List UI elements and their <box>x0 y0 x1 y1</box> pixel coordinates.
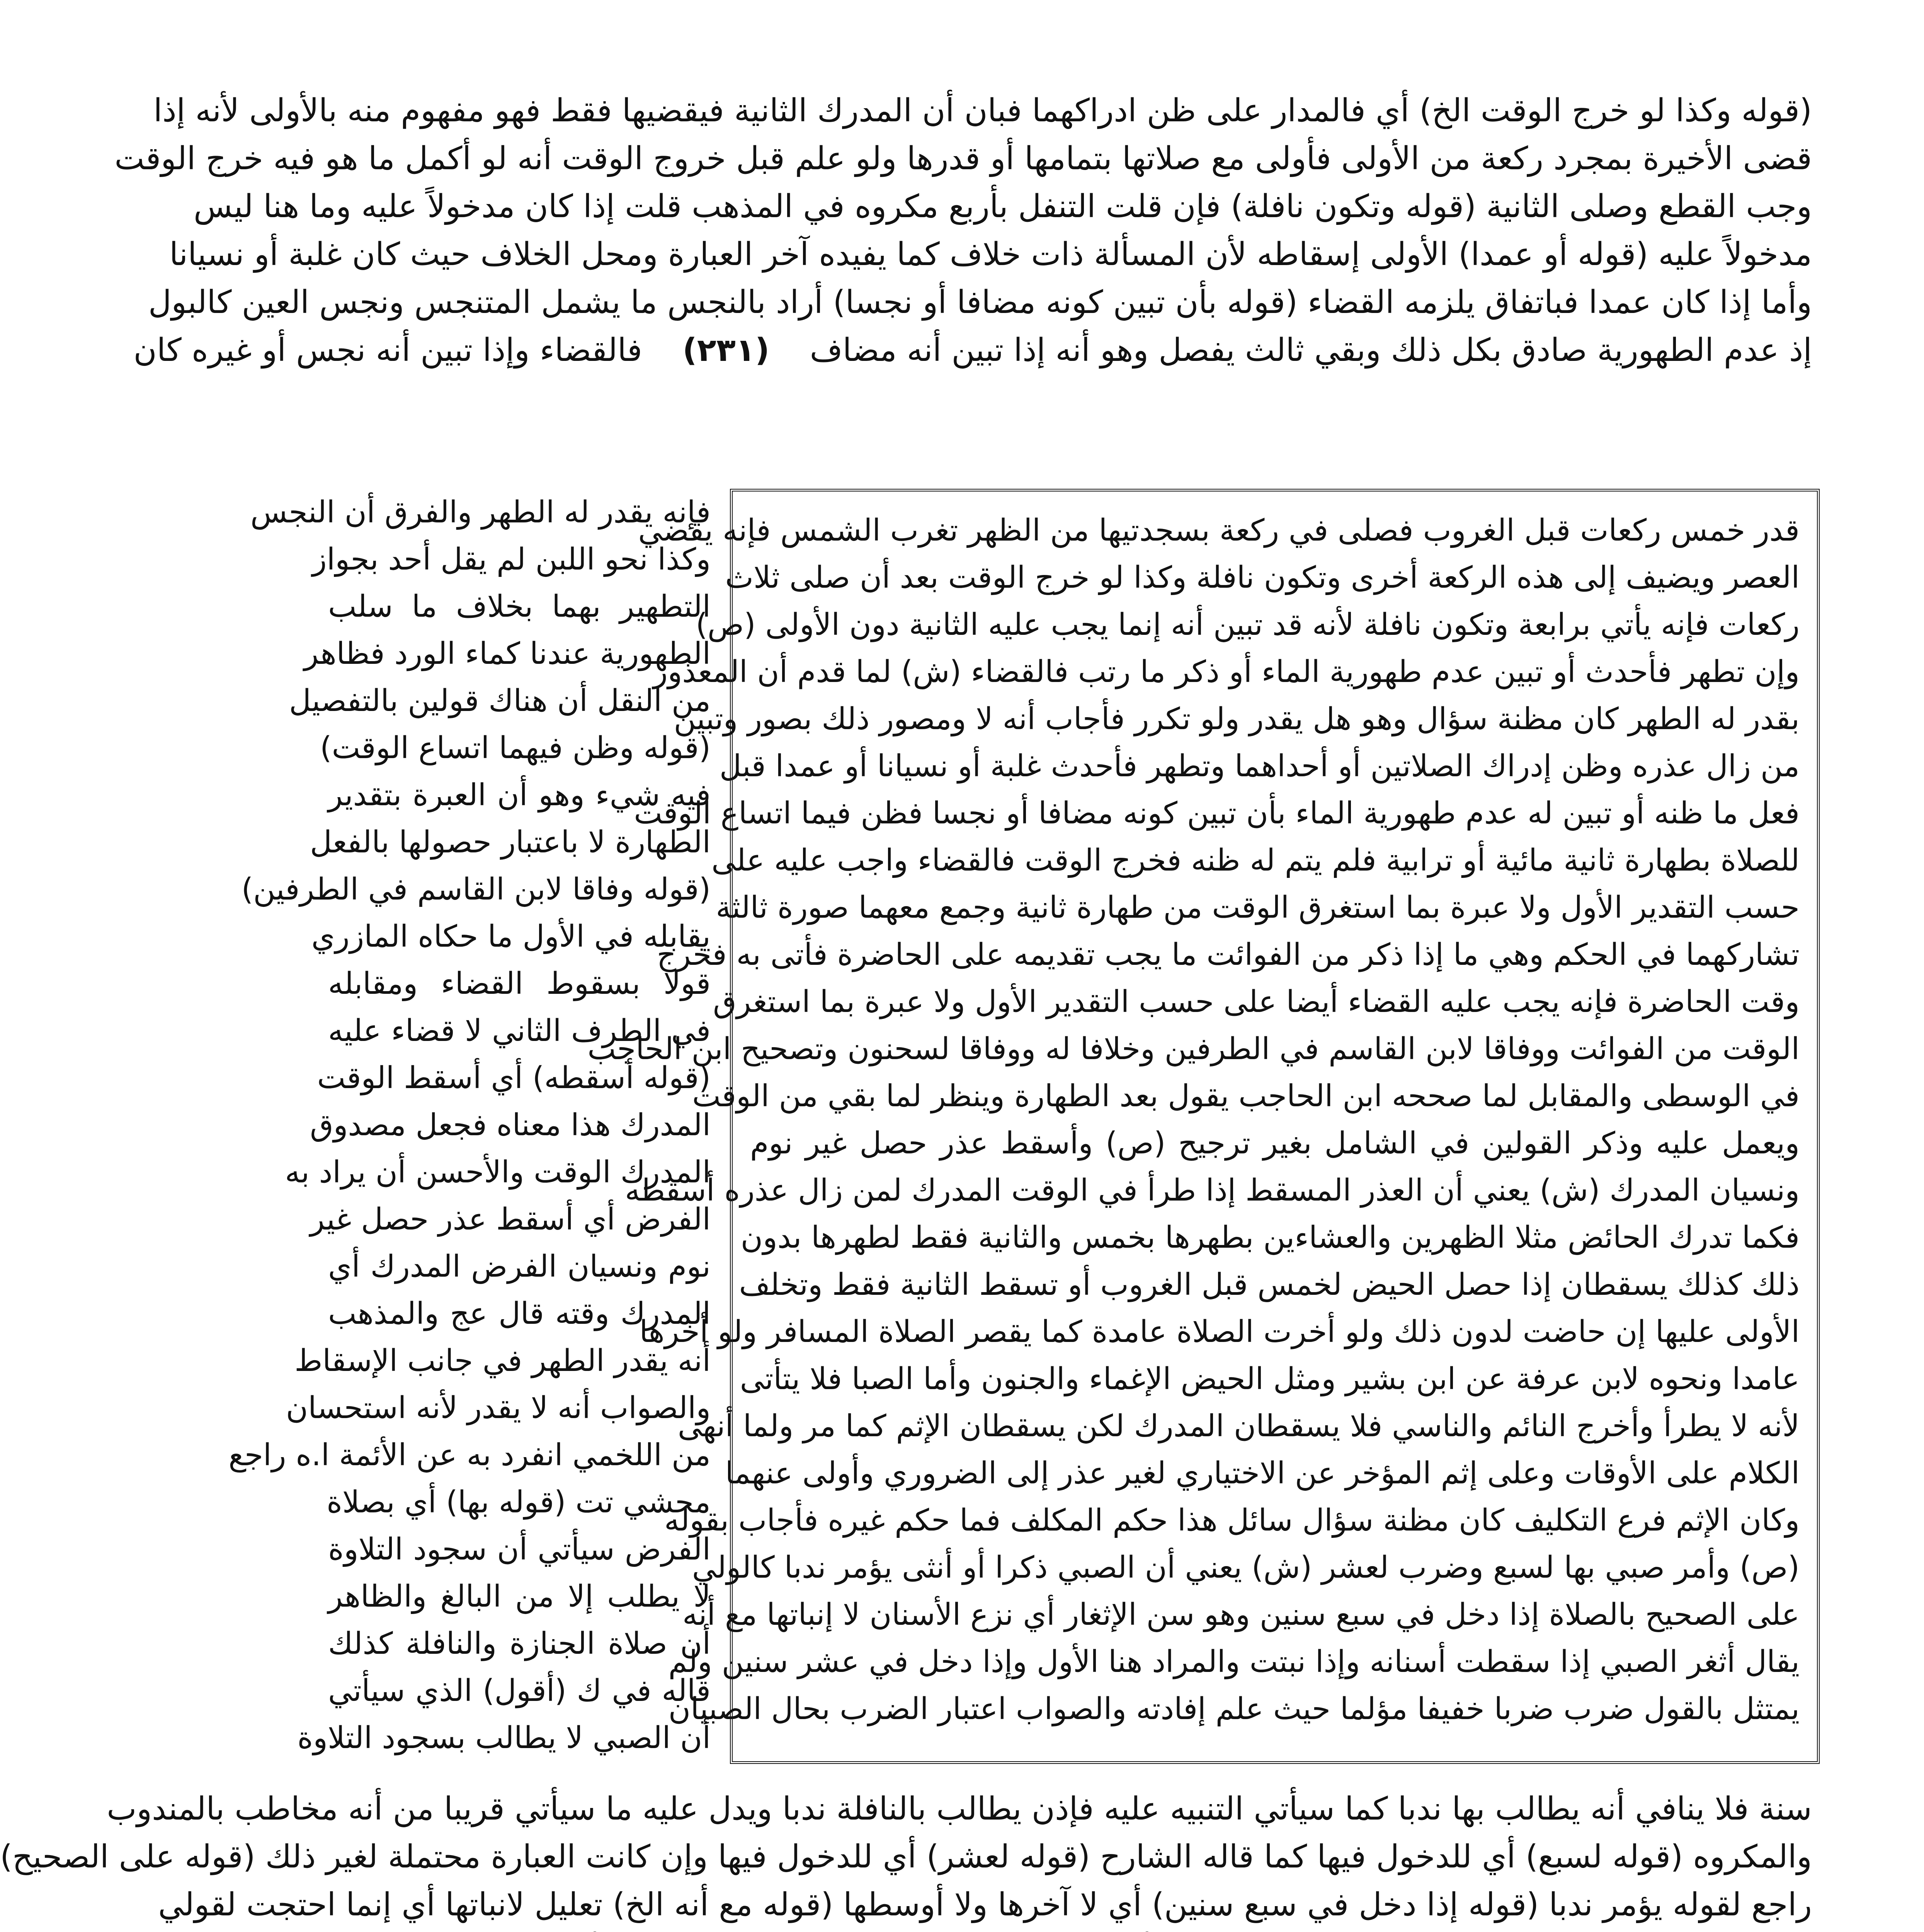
main-text-line: ونسيان المدرك (ش) يعني أن العذر المسقط إذا طرأ في الوقت المدرك لمن زال عذره أسقطه <box>625 1173 1800 1208</box>
side-commentary-line: لا يطلب إلا من البالغ والظاهر <box>328 1579 711 1614</box>
main-text-line: على الصحيح بالصلاة إذا دخل في سبع سنين وهو سن الإثغار أي نزع الأسنان لا إنباتها مع أنه <box>682 1597 1800 1632</box>
side-commentary-line: المدرك هذا معناه فجعل مصدوق <box>310 1108 711 1143</box>
side-commentary-line: يقابله في الأول ما حكاه المازري <box>311 919 711 954</box>
side-commentary <box>228 489 711 1762</box>
side-commentary-line: المدرك الوقت والأحسن أن يراد به <box>285 1155 711 1190</box>
bottom-commentary <box>0 1785 1812 1932</box>
main-text-line: يقال أثغر الصبي إذا سقطت أسنانه وإذا نبتت والمراد هنا الأول وإذا دخل في عشر سنين ولم <box>668 1645 1800 1679</box>
main-text-line: ويعمل عليه وذكر القولين في الشامل بغير ترجيح (ص) وأسقط عذر حصل غير نوم <box>750 1126 1800 1161</box>
commentary-line: وأما إذا كان عمدا فباتفاق يلزمه القضاء (قوله بأن تبين كونه مضافا أو نجسا) أراد بالنجس ما يشمل المتنجس ونجس العين كالبول <box>148 284 1812 321</box>
main-text-line: للصلاة بطهارة ثانية مائية أو ترابية فلم يتم له ظنه فخرج الوقت فالقضاء واجب عليه على <box>711 843 1800 878</box>
main-text-line: (ص) وأمر صبي بها لسبع وضرب لعشر (ش) يعني أن الصبي ذكرا أو أنثى يؤمر ندبا كالولي <box>692 1550 1800 1585</box>
top-commentary <box>114 87 1812 374</box>
main-text-line: بقدر له الطهر كان مظنة سؤال وهو هل يقدر ولو تكرر فأجاب أنه لا ومصور ذلك بصور وتبين <box>674 702 1800 736</box>
commentary-line: مدخولاً عليه (قوله أو عمدا) الأولى إسقاطه لأن المسألة ذات خلاف كما يفيده آخر العبارة ومحل الخلاف حيث كان غلبة أو نسيانا <box>169 236 1812 273</box>
side-commentary-line: الطهورية عندنا كماء الورد فظاهر <box>304 636 711 671</box>
side-commentary-line: والصواب أنه لا يقدر لأنه استحسان <box>286 1391 711 1425</box>
commentary-line-start: إذ عدم الطهورية صادق بكل ذلك وبقي ثالث يفصل وهو أنه إذا تبين أنه مضاف <box>810 332 1812 369</box>
main-text-line: من زال عذره وظن إدراك الصلاتين أو أحداهما وتطهر فأحدث غلبة أو نسيانا أو عمدا قبل <box>719 749 1800 784</box>
side-commentary-line: الفرض سيأتي أن سجود التلاوة <box>328 1532 711 1567</box>
main-text-line: وإن تطهر فأحدث أو تبين عدم طهورية الماء أو ذكر ما رتب فالقضاء (ش) لما قدم أن المعذور <box>653 655 1800 689</box>
main-text-line: وكان الإثم فرع التكليف كان مظنة سؤال سائل هذا حكم المكلف فما حكم غيره فأجاب بقوله <box>664 1503 1800 1538</box>
commentary-line: قضى الأخيرة بمجرد ركعة من الأولى فأولى مع صلاتها بتمامها أو قدرها ولو علم قبل خروج الوقت أنه لو أكمل ما هو فيه خرج الوقت <box>114 140 1812 177</box>
commentary-line: سنة فلا ينافي أنه يطالب بها ندبا كما سيأتي التنبيه عليه فإذن يطالب بالنافلة ندبا ويدل عليه ما سيأتي قريبا من أنه مخاطب بالمندوب <box>107 1791 1812 1827</box>
side-commentary-line: نوم ونسيان الفرض المدرك أي <box>328 1249 711 1284</box>
side-commentary-line: أن صلاة الجنازة والنافلة كذلك <box>328 1626 711 1661</box>
side-commentary-line: (قوله وفاقا لابن القاسم في الطرفين) <box>241 872 711 907</box>
side-commentary-line: قاله في ك (أقول) الذي سيأتي <box>328 1673 711 1708</box>
main-text-line: فعل ما ظنه أو تبين له عدم طهورية الماء بأن تبين كونه مضافا أو نجسا فظن فيما اتساع الوقت <box>634 796 1800 831</box>
commentary-line: والمكروه (قوله لسبع) أي للدخول فيها كما قاله الشارح (قوله لعشر) أي للدخول فيها وإن كانت العبارة محتملة لغير ذلك (قوله على الصحيح) <box>0 1838 1812 1875</box>
commentary-line: وجب القطع وصلى الثانية (قوله وتكون نافلة) فإن قلت التنفل بأربع مكروه في المذهب قلت إذا كان مدخولاً عليه وما هنا ليس <box>194 188 1812 225</box>
side-commentary-line: وكذا نحو اللبن لم يقل أحد بجواز <box>312 542 711 577</box>
side-commentary-line: من اللخمي انفرد به عن الأئمة ا.ه راجع <box>228 1438 711 1473</box>
side-commentary-line: فإنه يقدر له الطهر والفرق أن النجس <box>250 495 711 530</box>
main-text-line: العصر ويضيف إلى هذه الركعة أخرى وتكون نافلة وكذا لو خرج الوقت بعد أن صلى ثلاث <box>725 560 1800 595</box>
main-text-line: ركعات فإنه يأتي برابعة وتكون نافلة لأنه قد تبين أنه إنما يجب عليه الثانية دون الأولى (ص) <box>696 607 1800 642</box>
side-commentary-line: الفرض أي أسقط عذر حصل غير <box>310 1202 711 1237</box>
commentary-line: (قوله وكذا لو خرج الوقت الخ) أي فالمدار على ظن ادراكهما فبان أن المدرك الثانية فيقضيها فقط فهو مفهوم منه بالأولى لأنه إذا <box>153 92 1812 129</box>
main-text-line: لأنه لا يطرأ وأخرج النائم والناسي فلا يسقطان المدرك لكن يسقطان الإثم كما مر ولما أنهى <box>677 1409 1800 1444</box>
side-commentary-line: المدرك وقته قال عج والمذهب <box>328 1296 711 1331</box>
main-text-frame <box>587 489 1820 1764</box>
main-text-line: الكلام على الأوقات وعلى إثم المؤخر عن الاختياري لغير عذر إلى الضروري وأولى عنهما <box>725 1456 1800 1491</box>
main-text-line: ذلك كذلك يسقطان إذا حصل الحيض لخمس قبل الغروب أو تسقط الثانية فقط وتخلف <box>739 1267 1800 1302</box>
commentary-line-last <box>133 327 1812 374</box>
main-text-line: قدر خمس ركعات قبل الغروب فصلى في ركعة بسجدتيها من الظهر تغرب الشمس فإنه يقضي <box>638 513 1800 548</box>
main-text-line: في الوسطى والمقابل لما صححه ابن الحاجب يقول بعد الطهارة وينظر لما بقي من الوقت <box>692 1079 1800 1114</box>
commentary-line-tail: فالقضاء وإذا تبين أنه نجس أو غيره كان <box>133 332 642 369</box>
side-commentary-line: من النقل أن هناك قولين بالتفصيل <box>289 684 711 718</box>
commentary-line <box>328 1929 1812 1932</box>
side-commentary-line: قولا بسقوط القضاء ومقابله <box>328 966 711 1001</box>
main-text-line: الأولى عليها إن حاضت لدون ذلك ولو أخرت الصلاة عامدة كما يقصر الصلاة المسافر ولو أخرها <box>639 1315 1800 1349</box>
side-commentary-line: محشي تت (قوله بها) أي بصلاة <box>327 1485 711 1520</box>
side-commentary-line: (قوله وظن فيهما اتساع الوقت) <box>320 731 711 765</box>
side-commentary-line: فيه شيء وهو أن العبرة بتقدير <box>328 778 711 813</box>
side-commentary-line: في الطرف الثاني لا قضاء عليه <box>328 1014 711 1048</box>
side-commentary-line: أنه يقدر الطهر في جانب الإسقاط <box>294 1344 711 1378</box>
side-commentary-line: (قوله أسقطه) أي أسقط الوقت <box>317 1061 711 1095</box>
side-commentary-line: الطهارة لا باعتبار حصولها بالفعل <box>310 825 711 860</box>
main-text-line: عامدا ونحوه لابن عرفة عن ابن بشير ومثل الحيض الإغماء والجنون وأما الصبا فلا يتأتى <box>740 1362 1800 1396</box>
commentary-line: راجع لقوله يؤمر ندبا (قوله إذا دخل في سبع سنين) أي لا آخرها ولا أوسطها (قوله مع أنه الخ) تعليل لانباتها أي إنما احتجت لقولي <box>158 1886 1812 1923</box>
side-commentary-line: التطهير بهما بخلاف ما سلب <box>328 589 711 624</box>
main-text-line: حسب التقدير الأول ولا عبرة بما استغرق الوقت من طهارة ثانية وجمع معهما صورة ثالثة <box>716 890 1800 925</box>
main-text-line: وقت الحاضرة فإنه يجب عليه القضاء أيضا على حسب التقدير الأول ولا عبرة بما استغرق <box>713 985 1800 1019</box>
main-text-line: تشاركهما في الحكم وهي ما إذا ذكر من الفوائت ما يجب تقديمه على الحاضرة فأتى به فخرج <box>657 937 1800 972</box>
main-text-line: الوقت من الفوائت ووفاقا لابن القاسم في الطرفين وخلافا له ووفاقا لسحنون وتصحيح ابن الحاجب <box>587 1032 1800 1066</box>
page-number: (٢٣١) <box>682 332 770 369</box>
main-text-line: يمتثل بالقول ضرب ضربا خفيفا مؤلما حيث علم إفادته والصواب اعتبار الضرب بحال الصبيان <box>668 1692 1800 1726</box>
side-commentary-line: أن الصبي لا يطالب بسجود التلاوة <box>297 1721 711 1755</box>
main-text-line: فكما تدرك الحائض مثلا الظهرين والعشاءين بطهرها بخمس والثانية فقط لطهرها بدون <box>740 1220 1800 1255</box>
